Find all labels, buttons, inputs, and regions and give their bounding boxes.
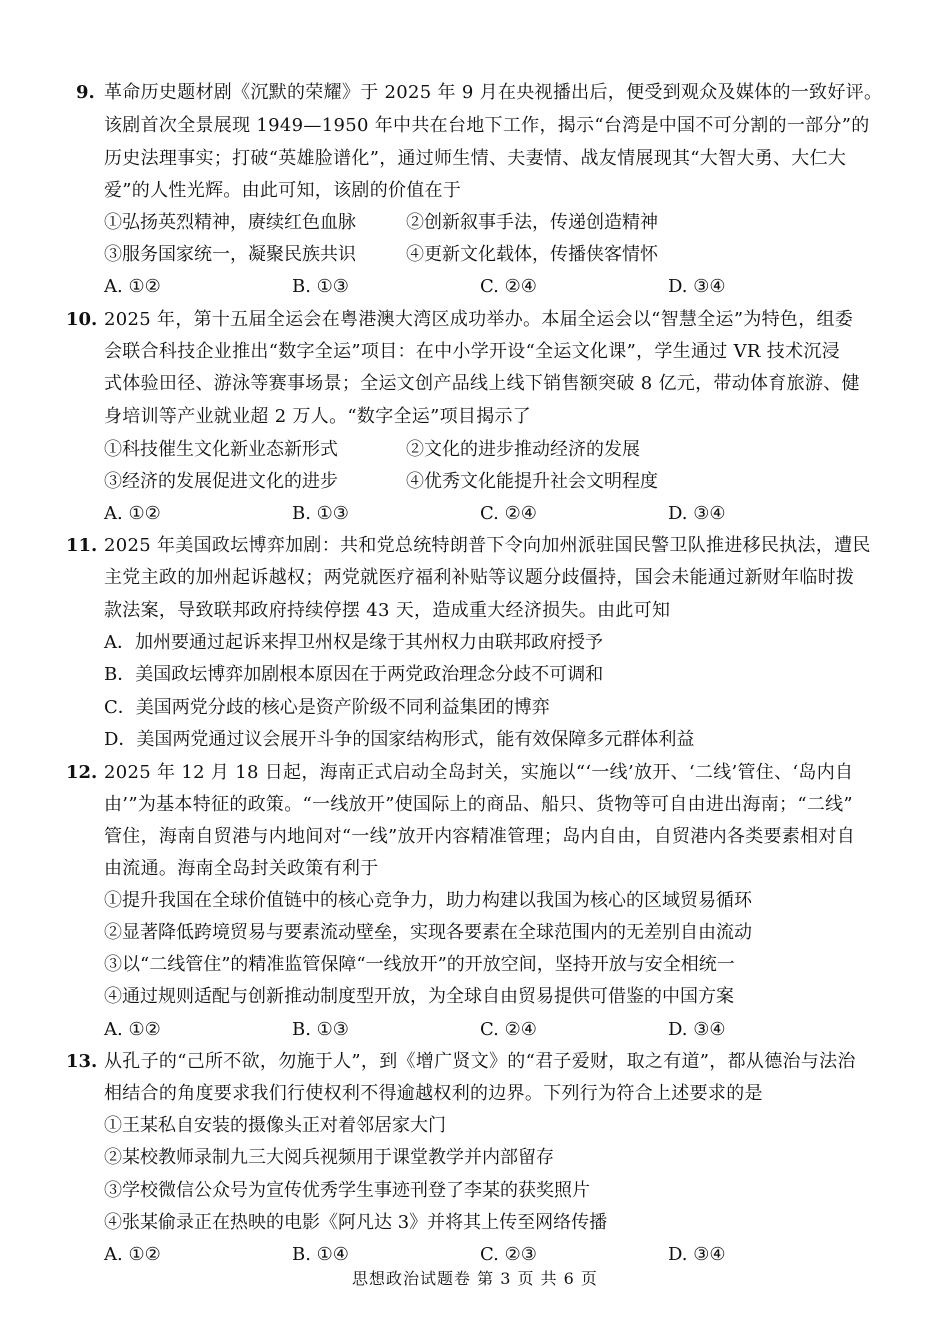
answer-choice-c: C. ②③ — [480, 1244, 537, 1265]
statement-item: ④优秀文化能提升社会文明程度 — [406, 471, 658, 492]
answer-choice-b: B. ①③ — [292, 503, 349, 524]
statement-item: ③学校微信公众号为宣传优秀学生事迹刊登了李某的获奖照片 — [104, 1180, 590, 1201]
answer-choice-d: D. ③④ — [668, 1019, 726, 1040]
answer-choice-a: A．加州要通过起诉来捍卫州权是缘于其州权力由联邦政府授予 — [104, 632, 603, 653]
question-number: 9. — [76, 82, 95, 103]
answer-choice-a: A. ①② — [104, 503, 161, 524]
question-number: 12. — [66, 762, 98, 783]
answer-choice-d: D. ③④ — [668, 503, 726, 524]
answer-choice-b: B. ①③ — [292, 1019, 349, 1040]
answer-choice-d: D．美国两党通过议会展开斗争的国家结构形式，能有效保障多元群体利益 — [104, 729, 695, 750]
answer-choice-b: B．美国政坛博弈加剧根本原因在于两党政治理念分歧不可调和 — [104, 664, 604, 685]
question-stem-line: 爱”的人性光辉。由此可知，该剧的价值在于 — [104, 180, 462, 201]
statement-item: ②显著降低跨境贸易与要素流动壁垒，实现各要素在全球范围内的无差别自由流动 — [104, 922, 752, 943]
question-number: 13. — [66, 1051, 98, 1072]
question-stem-line: 2025 年 12 月 18 日起，海南正式启动全岛封关，实施以“‘一线’放开、‘二线’管住、‘岛内自 — [104, 762, 854, 783]
statement-item: ①科技催生文化新业态新形式 — [104, 439, 338, 460]
statement-item: ②创新叙事手法，传递创造精神 — [406, 212, 658, 233]
question-stem-line: 该剧首次全景展现 1949—1950 年中共在台地下工作，揭示“台湾是中国不可分割的一部分”的 — [104, 115, 870, 136]
question-number: 10. — [66, 309, 98, 330]
question-stem-line: 相结合的角度要求我们行使权利不得逾越权利的边界。下列行为符合上述要求的是 — [104, 1083, 763, 1104]
answer-choice-b: B. ①④ — [292, 1244, 349, 1265]
answer-choice-a: A. ①② — [104, 276, 161, 297]
question-stem-line: 式体验田径、游泳等赛事场景；全运文创产品线上线下销售额突破 8 亿元，带动体育旅游、健 — [104, 373, 860, 394]
question-stem-line: 历史法理事实；打破“英雄脸谱化”，通过师生情、夫妻情、战友情展现其“大智大勇、大仁大 — [104, 148, 847, 169]
page-footer: 思想政治试题卷 第 3 页 共 6 页 — [352, 1269, 598, 1288]
question-stem-line: 2025 年，第十五届全运会在粤港澳大湾区成功举办。本届全运会以“智慧全运”为特色，组委 — [104, 309, 854, 330]
answer-choice-c: C. ②④ — [480, 1019, 537, 1040]
statement-item: ④通过规则适配与创新推动制度型开放，为全球自由贸易提供可借鉴的中国方案 — [104, 986, 734, 1007]
question-number: 11. — [66, 535, 98, 556]
answer-choice-d: D. ③④ — [668, 1244, 726, 1265]
statement-item: ③经济的发展促进文化的进步 — [104, 471, 338, 492]
statement-item: ①王某私自安装的摄像头正对着邻居家大门 — [104, 1115, 446, 1136]
statement-item: ③以“二线管住”的精准监管保障“一线放开”的开放空间，坚持开放与安全相统一 — [104, 954, 735, 975]
answer-choice-d: D. ③④ — [668, 276, 726, 297]
statement-item: ③服务国家统一，凝聚民族共识 — [104, 244, 356, 265]
question-stem-line: 由流通。海南全岛封关政策有利于 — [104, 858, 379, 879]
answer-choice-c: C. ②④ — [480, 276, 537, 297]
answer-choice-a: A. ①② — [104, 1019, 161, 1040]
question-stem-line: 款法案，导致联邦政府持续停摆 43 天，造成重大经济损失。由此可知 — [104, 600, 671, 621]
question-stem-line: 2025 年美国政坛博弈加剧：共和党总统特朗普下令向加州派驻国民警卫队推进移民执法，遭民 — [104, 535, 871, 556]
statement-item: ①提升我国在全球价值链中的核心竞争力，助力构建以我国为核心的区域贸易循环 — [104, 890, 752, 911]
statement-item: ①弘扬英烈精神，赓续红色血脉 — [104, 212, 356, 233]
answer-choice-c: C．美国两党分歧的核心是资产阶级不同利益集团的博弈 — [104, 697, 550, 718]
answer-choice-a: A. ①② — [104, 1244, 161, 1265]
question-stem-line: 管住，海南自贸港与内地间对“一线”放开内容精准管理；岛内自由，自贸港内各类要素相对自 — [104, 826, 855, 847]
statement-item: ④张某偷录正在热映的电影《阿凡达 3》并将其上传至网络传播 — [104, 1212, 608, 1233]
question-stem-line: 身培训等产业就业超 2 万人。“数字全运”项目揭示了 — [104, 406, 532, 427]
answer-choice-c: C. ②④ — [480, 503, 537, 524]
statement-item: ②某校教师录制九三大阅兵视频用于课堂教学并内部留存 — [104, 1147, 554, 1168]
question-stem-line: 会联合科技企业推出“数字全运”项目：在中小学开设“全运文化课”，学生通过 VR 技术沉浸 — [104, 341, 840, 362]
question-stem-line: 从孔子的“己所不欲，勿施于人”，到《增广贤文》的“君子爱财，取之有道”，都从德治与法治 — [104, 1051, 856, 1072]
answer-choice-b: B. ①③ — [292, 276, 349, 297]
question-stem-line: 主党主政的加州起诉越权；两党就医疗福利补贴等议题分歧僵持，国会未能通过新财年临时拨 — [104, 567, 855, 588]
question-stem-line: 革命历史题材剧《沉默的荣耀》于 2025 年 9 月在央视播出后，便受到观众及媒体的一致好评。 — [104, 82, 883, 103]
question-stem-line: 由’”为基本特征的政策。“一线放开”使国际上的商品、船只、货物等可自由进出海南；“二线” — [104, 794, 853, 815]
statement-item: ②文化的进步推动经济的发展 — [406, 439, 640, 460]
statement-item: ④更新文化载体，传播侠客情怀 — [406, 244, 658, 265]
